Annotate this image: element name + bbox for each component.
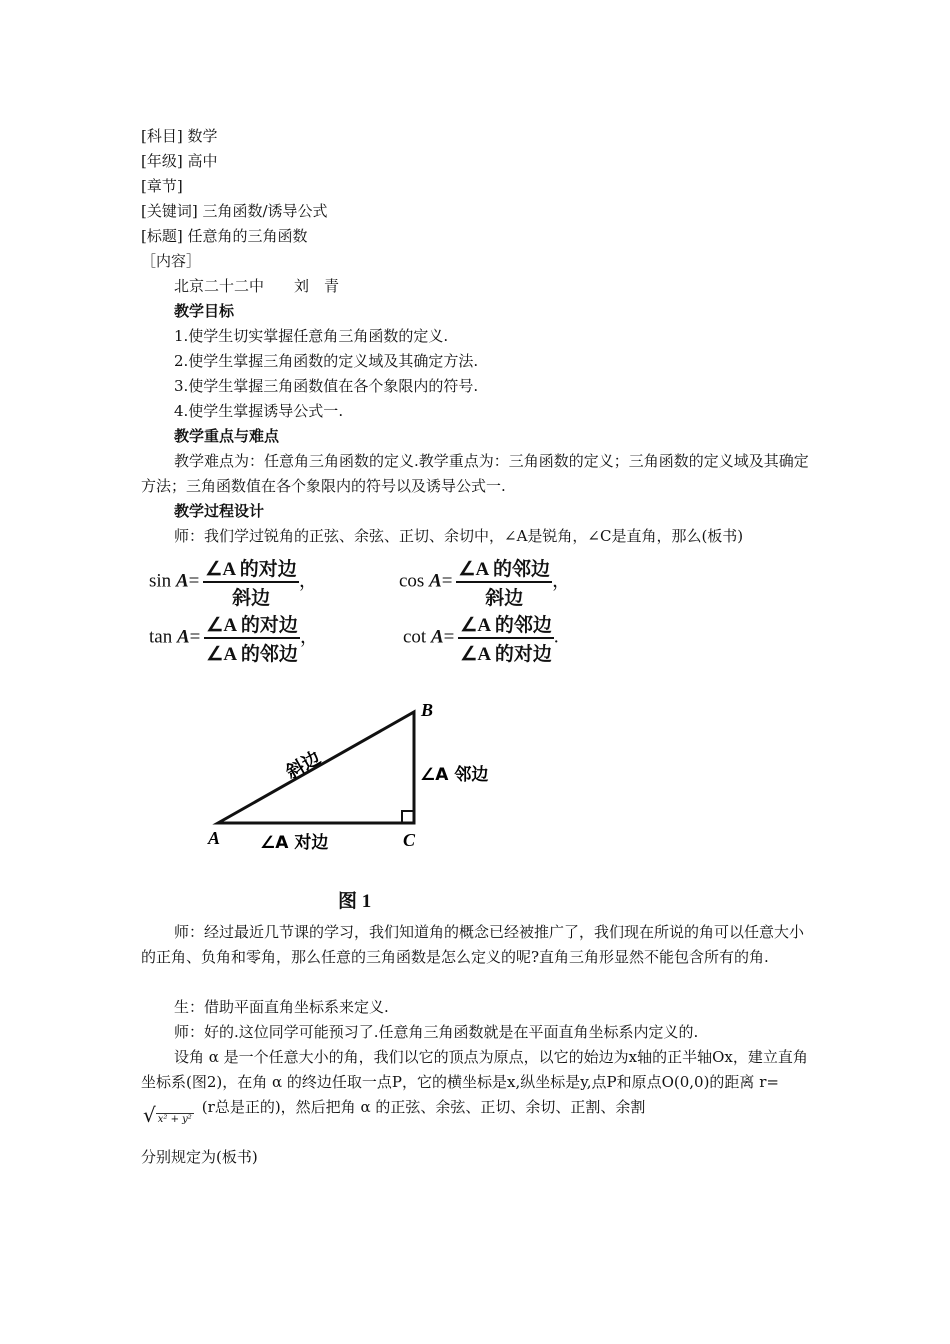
- hypotenuse-label: 斜边: [282, 747, 325, 784]
- radicand: x² + y²: [157, 1114, 192, 1125]
- right-angle-marker: [402, 811, 414, 823]
- fraction: [456, 554, 551, 610]
- paragraph-text: 师：经过最近几节课的学习，我们知道角的概念已经被推广了，我们现在所说的角可以任意大小的正角、负角和零角，那么任意的三角函数是怎么定义的呢?直角三角形显然不能包含所有的角.: [141, 923, 805, 966]
- goal-item: 4.使学生掌握诱导公式一.: [174, 402, 344, 420]
- equals: =: [441, 570, 453, 592]
- meta-subject: [科目] 数学: [141, 127, 218, 145]
- author-line: 北京二十二中 刘 青: [174, 277, 340, 295]
- adjacent-label: ∠A 邻边: [420, 765, 489, 785]
- trig-formulas: [141, 552, 661, 667]
- key-points-heading: 教学重点与难点: [174, 427, 280, 445]
- paragraph-teacher-2: 师：好的.这位同学可能预习了.任意角三角函数就是在平面直角坐标系内定义的.: [174, 1023, 699, 1041]
- meta-keywords: [关键词] 三角函数/诱导公式: [141, 202, 328, 220]
- fn-name: cot: [403, 626, 427, 648]
- paragraph-final: 分别规定为(板书): [141, 1148, 258, 1166]
- process-heading: 教学过程设计: [174, 502, 265, 520]
- goal-item: 1.使学生切实掌握任意角三角函数的定义.: [174, 327, 449, 345]
- vertex-c-label: C: [403, 830, 416, 850]
- fn-name: sin: [149, 570, 172, 592]
- fn-name: tan: [149, 626, 173, 648]
- opposite-label: ∠A 对边: [260, 833, 329, 853]
- right-triangle-figure: [190, 690, 520, 870]
- denominator: 斜边: [485, 588, 524, 609]
- numerator: ∠A 的对边: [203, 554, 298, 583]
- paragraph-definition: [141, 1045, 813, 1132]
- vertex-b-label: B: [421, 700, 434, 720]
- meta-title: [标题] 任意角的三角函数: [141, 227, 308, 245]
- cot-formula: [403, 610, 559, 666]
- denominator: ∠A 的对边: [460, 644, 552, 665]
- sqrt-expression: [143, 1103, 194, 1132]
- equals: =: [188, 570, 200, 592]
- fn-var: A: [176, 626, 190, 648]
- paragraph-text: 设角 α 是一个任意大小的角，我们以它的顶点为原点，以它的始边为x轴的正半轴Ox，建立直角坐标系(图2)，在角 α 的终边任取一点P，它的横坐标是x,纵坐标是y,点P和原点O(0,0)的距离 r=: [141, 1048, 808, 1091]
- fn-name: cos: [399, 570, 425, 592]
- numerator: ∠A 的邻边: [456, 554, 551, 583]
- goals-heading: 教学目标: [174, 302, 235, 320]
- meta-grade: [年级] 高中: [141, 152, 218, 170]
- fraction: [203, 554, 298, 610]
- punct: ，: [551, 570, 571, 592]
- numerator: ∠A 的邻边: [458, 610, 553, 639]
- equals: =: [189, 626, 201, 648]
- denominator: ∠A 的邻边: [206, 644, 298, 665]
- equals: =: [443, 626, 455, 648]
- fraction: [458, 610, 553, 666]
- goal-item: 2.使学生掌握三角函数的定义域及其确定方法.: [174, 352, 479, 370]
- punct: .: [553, 626, 559, 648]
- punct: ，: [298, 570, 318, 592]
- process-intro: 师：我们学过锐角的正弦、余弦、正切、余切中，∠A是锐角，∠C是直角，那么(板书): [174, 527, 744, 545]
- paragraph-text: (r总是正的)，然后把角 α 的正弦、余弦、正切、余切、正割、余割: [201, 1098, 646, 1116]
- key-points-text: [141, 449, 813, 499]
- radical-sign: √: [143, 1103, 156, 1127]
- tan-formula: [149, 610, 319, 666]
- fn-var: A: [429, 570, 442, 592]
- punct: ，: [299, 626, 319, 648]
- figure-caption: 图 1: [338, 891, 372, 912]
- fraction: [204, 610, 299, 666]
- vertex-a-label: A: [208, 828, 221, 848]
- goal-item: 3.使学生掌握三角函数值在各个象限内的符号.: [174, 377, 479, 395]
- numerator: ∠A 的对边: [204, 610, 299, 639]
- paragraph-student: 生：借助平面直角坐标系来定义.: [174, 998, 389, 1016]
- sin-formula: [149, 554, 318, 610]
- meta-chapter: [章节]: [141, 177, 183, 195]
- denominator: 斜边: [232, 588, 271, 609]
- meta-content: ［内容］: [141, 252, 202, 270]
- paragraph-teacher-1: [141, 920, 813, 970]
- cos-formula: [399, 554, 571, 610]
- key-points-body: 教学难点为：任意角三角函数的定义.教学重点为：三角函数的定义；三角函数的定义域及其确定方法；三角函数值在各个象限内的符号以及诱导公式一.: [141, 452, 809, 495]
- fn-var: A: [430, 626, 444, 648]
- fn-var: A: [175, 570, 189, 592]
